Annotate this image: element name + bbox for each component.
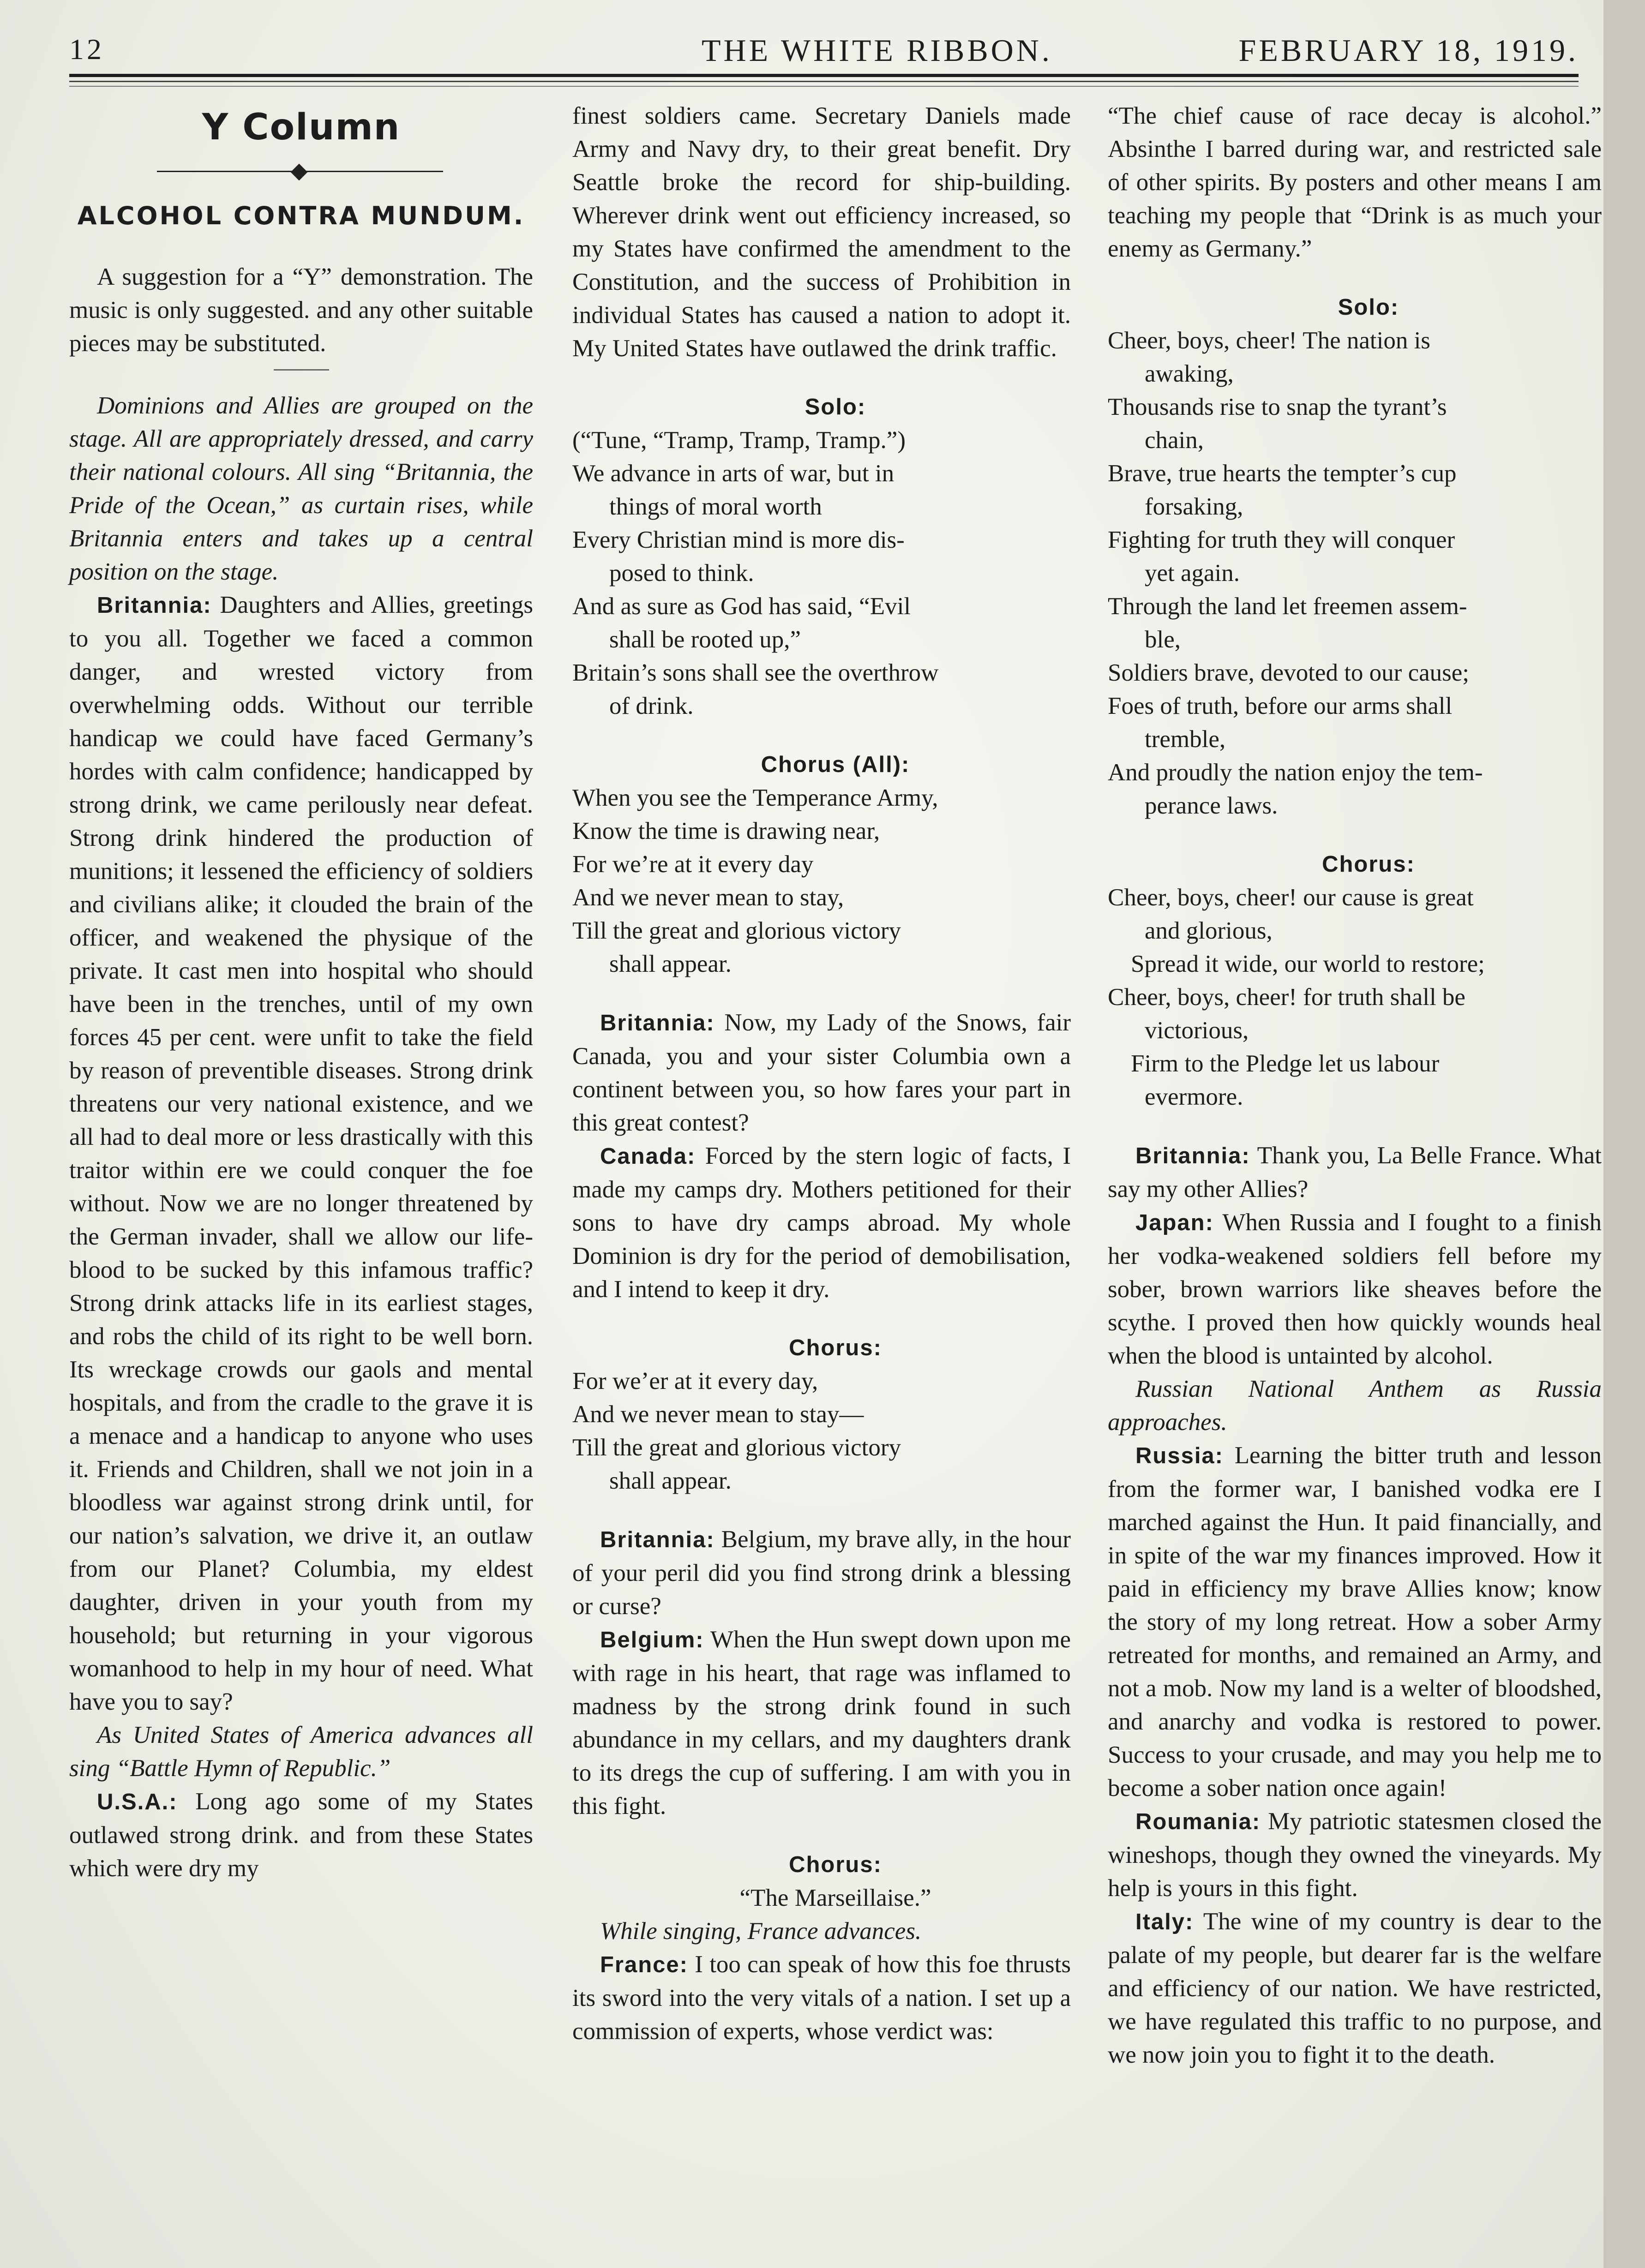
speech-text: Forced by the stern logic of facts, I made my camps dry. Mothers petitioned for their sons to have dry camps abroad. My whole Dominion is dry for the period of demobilisation, and I intend to keep it dry.	[572, 1143, 1071, 1303]
speech-text: The wine of my country is dear to the palate of my people, but dearer far is the welfare and efficiency of our nation. We have restricted, we have regulated this traffic to no purpose, and we now join you to fight it to the death.	[1108, 1908, 1602, 2068]
verse-line: things of moral worth	[609, 493, 822, 520]
chorus-verse	[1108, 881, 1602, 1113]
verse-line: We advance in arts of war, but in	[572, 460, 895, 487]
verse-line: Soldiers brave, devoted to our cause;	[1108, 659, 1469, 686]
stage-direction-russia: Russian National Anthem as Russia approaches.	[1108, 1376, 1602, 1436]
verse-line: Till the great and glorious victory	[572, 917, 901, 944]
column-1	[69, 102, 533, 1885]
britannia-speech-4	[1108, 1139, 1602, 1206]
speaker-label: Belgium:	[600, 1628, 704, 1652]
chorus-heading: Chorus:	[789, 1335, 882, 1360]
verse-line: Foes of truth, before our arms shall	[1108, 693, 1453, 719]
verse-line: Firm to the Pledge let us labour	[1131, 1050, 1440, 1077]
page-number: 12	[69, 33, 104, 66]
verse-line: evermore.	[1145, 1083, 1243, 1110]
speech-text: Learning the bitter truth and lesson from the former war, I banished vodka ere I marched against the Hun. It paid financially, and in spite of the war my finances improved. How it paid in efficiency my brave Allies know; know the story of my long retreat. How a sober Army retreated for months, and remained an Army, and not a mob. Now my land is a welter of bloodshed, and anarchy and vodka is restored to power. Success to your crusade, and may you help me to become a sober nation once again!	[1108, 1442, 1602, 1801]
verse-line: Every Christian mind is more dis-	[572, 527, 905, 553]
verse-line: And proudly the nation enjoy the tem-	[1108, 759, 1483, 786]
speech-text: My patriotic statesmen closed the wineshops, though they owned the vineyards. My help is yours in this fight.	[1108, 1808, 1602, 1902]
verse-line: Till the great and glorious victory	[572, 1434, 901, 1461]
verse-line: chain,	[1145, 427, 1204, 454]
scan-edge	[1603, 0, 1645, 2268]
chorus-heading: Chorus:	[789, 1852, 882, 1877]
intro-paragraph: A suggestion for a “Y” demonstration. The music is only suggested. and any other suitable pieces may be substituted.	[69, 263, 533, 357]
verse-line: And we never mean to stay,	[572, 884, 844, 911]
chorus-heading: Chorus (All):	[761, 752, 910, 777]
verse-line: shall appear.	[609, 951, 732, 977]
verse-line: When you see the Temperance Army,	[572, 784, 938, 811]
speech-text: I too can speak of how this foe thrusts its sword into the very vitals of a nation. I set up a commission of experts, whose verdict was:	[572, 1951, 1071, 2045]
verse-line: posed to think.	[609, 560, 754, 586]
solo-verse	[1108, 324, 1602, 822]
speech-text: Daughters and Allies, greetings to you all. Together we faced a common danger, and wrested victory from overwhelming odds. Without our terrible handicap we could have faced Germany’s hordes with calm confidence; handicapped by strong drink, we came perilously near defeat. Strong drink hindered the production of munitions; it lessened the efficiency of soldiers and civilians alike; it clouded the brain of the officer, and weakened the physique of the private. It cast men into hospital who should have been in the trenches, until of my own forces 45 per cent. were unfit to take the field by reason of preventible diseases. Strong drink threatens our very national existence, and we all had to deal more or less drastically with this traitor within ere we could conquer the foe without. Now we are no longer threatened by the German invader, shall we allow our life-blood to be sucked by this infamous traffic? Strong drink attacks life in its earliest stages, and robs the child of its right to be well born. Its wreckage crowds our gaols and mental hospitals, and from the cradle to the grave it is a menace and a handicap to anyone who uses it. Friends and Children, shall we not join in a bloodless war against strong drink until, for our nation’s salvation, we drive it, an outlaw from our Planet? Columbia, my eldest daughter, driven in your youth from my household; but returning in your vigorous womanhood to help in my hour of need. What have you to say?	[69, 592, 534, 1715]
verse-line: ble,	[1145, 626, 1181, 653]
belgium-speech	[572, 1623, 1071, 1823]
verse-line: victorious,	[1145, 1017, 1249, 1044]
verse-line: For we’re at it every day	[572, 851, 814, 878]
chorus-verse	[572, 1364, 1071, 1497]
verse-line: Fighting for truth they will conquer	[1108, 527, 1455, 553]
header-rule-thin	[69, 86, 1579, 87]
verse-line: Know the time is drawing near,	[572, 818, 880, 844]
issue-date: FEBRUARY 18, 1919.	[1238, 33, 1579, 68]
column-title: Y Column	[202, 107, 401, 148]
verse-line: And we never mean to stay—	[572, 1401, 864, 1428]
article-title: ALCOHOL CONTRA MUNDUM.	[77, 201, 525, 230]
speech-text: When the Hun swept down upon me with rage in his heart, that rage was inflamed to madness by the strong drink found in such abundance in my cellars, and my daughters drank to its dregs the cup of suffering. I am with you in this fight.	[572, 1626, 1071, 1819]
usa-speech-continued: finest soldiers came. Secretary Daniels made Army and Navy dry, to their great benefit. Dry Seattle broke the record for ship-building. Wherever drink went out efficiency increased, so my States have confirmed the amendment to the Constitution, and the success of Prohibition in individual States has caused a nation to adopt it. My United States have outlawed the drink traffic.	[572, 102, 1071, 362]
stage-direction-france: While singing, France advances.	[600, 1918, 922, 1945]
chorus-song-title: “The Marseillaise.”	[739, 1885, 931, 1911]
chorus-verse	[572, 781, 1071, 981]
italy-speech	[1108, 1905, 1602, 2071]
speaker-label: Japan:	[1135, 1210, 1214, 1235]
verse-line: shall be rooted up,”	[609, 626, 801, 653]
russia-speech	[1108, 1439, 1602, 1805]
speaker-label: Italy:	[1135, 1909, 1194, 1934]
speaker-label: Roumania:	[1135, 1809, 1261, 1834]
speaker-label: Russia:	[1135, 1443, 1224, 1468]
speaker-label: U.S.A.:	[97, 1789, 178, 1814]
column-2	[572, 99, 1071, 2048]
verse-line: Spread it wide, our world to restore;	[1131, 951, 1485, 977]
verse-line: For we’er at it every day,	[572, 1368, 818, 1394]
verse-line: (“Tune, “Tramp, Tramp, Tramp.”)	[572, 427, 906, 454]
verse-line: Through the land let freemen assem-	[1108, 593, 1467, 620]
page-header	[69, 23, 1579, 69]
verse-line: of drink.	[609, 693, 694, 719]
verse-line: and glorious,	[1145, 917, 1273, 944]
verse-line: awaking,	[1145, 360, 1234, 387]
roumania-speech	[1108, 1805, 1602, 1905]
solo-heading: Solo:	[1338, 295, 1399, 320]
speaker-label: Canada:	[600, 1144, 696, 1169]
solo-heading: Solo:	[804, 395, 866, 419]
stage-direction-opening: Dominions and Allies are grouped on the stage. All are appropriately dressed, and carry their national colours. All sing “Britannia, the Pride of the Ocean,” as curtain rises, while Britannia enters and takes up a central position on the stage.	[69, 392, 533, 585]
verse-line: Cheer, boys, cheer! The nation is	[1108, 327, 1430, 354]
usa-speech-start	[69, 1785, 533, 1885]
verse-line: And as sure as God has said, “Evil	[572, 593, 911, 620]
japan-speech	[1108, 1206, 1602, 1372]
header-rule-mid	[69, 81, 1579, 82]
verse-line: Britain’s sons shall see the overthrow	[572, 659, 939, 686]
britannia-speech-2	[572, 1006, 1071, 1139]
speech-text: Now, my Lady of the Snows, fair Canada, you and your sister Columbia own a continent between you, so how fares your part in this great contest?	[572, 1009, 1071, 1136]
verse-line: Thousands rise to snap the tyrant’s	[1108, 394, 1447, 420]
speaker-label: France:	[600, 1952, 689, 1977]
section-divider	[274, 369, 329, 371]
speaker-label: Britannia:	[97, 593, 212, 618]
verse-line: Brave, true hearts the tempter’s cup	[1108, 460, 1457, 487]
verse-line: perance laws.	[1145, 792, 1278, 819]
verse-line: Cheer, boys, cheer! our cause is great	[1108, 884, 1474, 911]
verse-line: Cheer, boys, cheer! for truth shall be	[1108, 984, 1465, 1011]
chorus-heading: Chorus:	[1322, 852, 1415, 877]
verse-line: yet again.	[1145, 560, 1240, 586]
speaker-label: Britannia:	[600, 1527, 715, 1552]
title-ornament	[69, 162, 533, 181]
publication-title: THE WHITE RIBBON.	[702, 33, 1052, 68]
stage-direction-usa: As United States of America advances all sing “Battle Hymn of Republic.”	[69, 1722, 533, 1782]
verse-line: shall appear.	[609, 1467, 732, 1494]
verse-line: tremble,	[1145, 726, 1226, 753]
france-speech-start	[572, 1948, 1071, 2048]
britannia-speech-1	[69, 588, 533, 1718]
speech-text: When Russia and I fought to a finish her vodka-weakened soldiers fell before my sober, brown warriors like sheaves before the scythe. I proved then how quickly wounds heal when the blood is untainted by alcohol.	[1108, 1209, 1602, 1369]
france-speech-continued: “The chief cause of race decay is alcohol.” Absinthe I barred during war, and restricted sale of other spirits. By posters and other means I am teaching my people that “Drink is as much your enemy as Germany.”	[1108, 102, 1602, 262]
header-rule-thick	[69, 74, 1579, 77]
speaker-label: Britannia:	[600, 1011, 715, 1035]
column-3	[1108, 99, 1602, 2071]
speaker-label: Britannia:	[1135, 1143, 1250, 1168]
speech-text: Belgium, my brave ally, in the hour of your peril did you find strong drink a blessing or curse?	[572, 1526, 1071, 1620]
diamond-ornament-icon	[291, 164, 308, 181]
verse-line: forsaking,	[1145, 493, 1243, 520]
canada-speech	[572, 1139, 1071, 1306]
speech-text: Thank you, La Belle France. What say my other Allies?	[1108, 1142, 1602, 1203]
speech-text: Long ago some of my States outlawed strong drink. and from these States which were dry my	[69, 1788, 534, 1882]
britannia-speech-3	[572, 1523, 1071, 1623]
solo-verse	[572, 424, 1071, 723]
